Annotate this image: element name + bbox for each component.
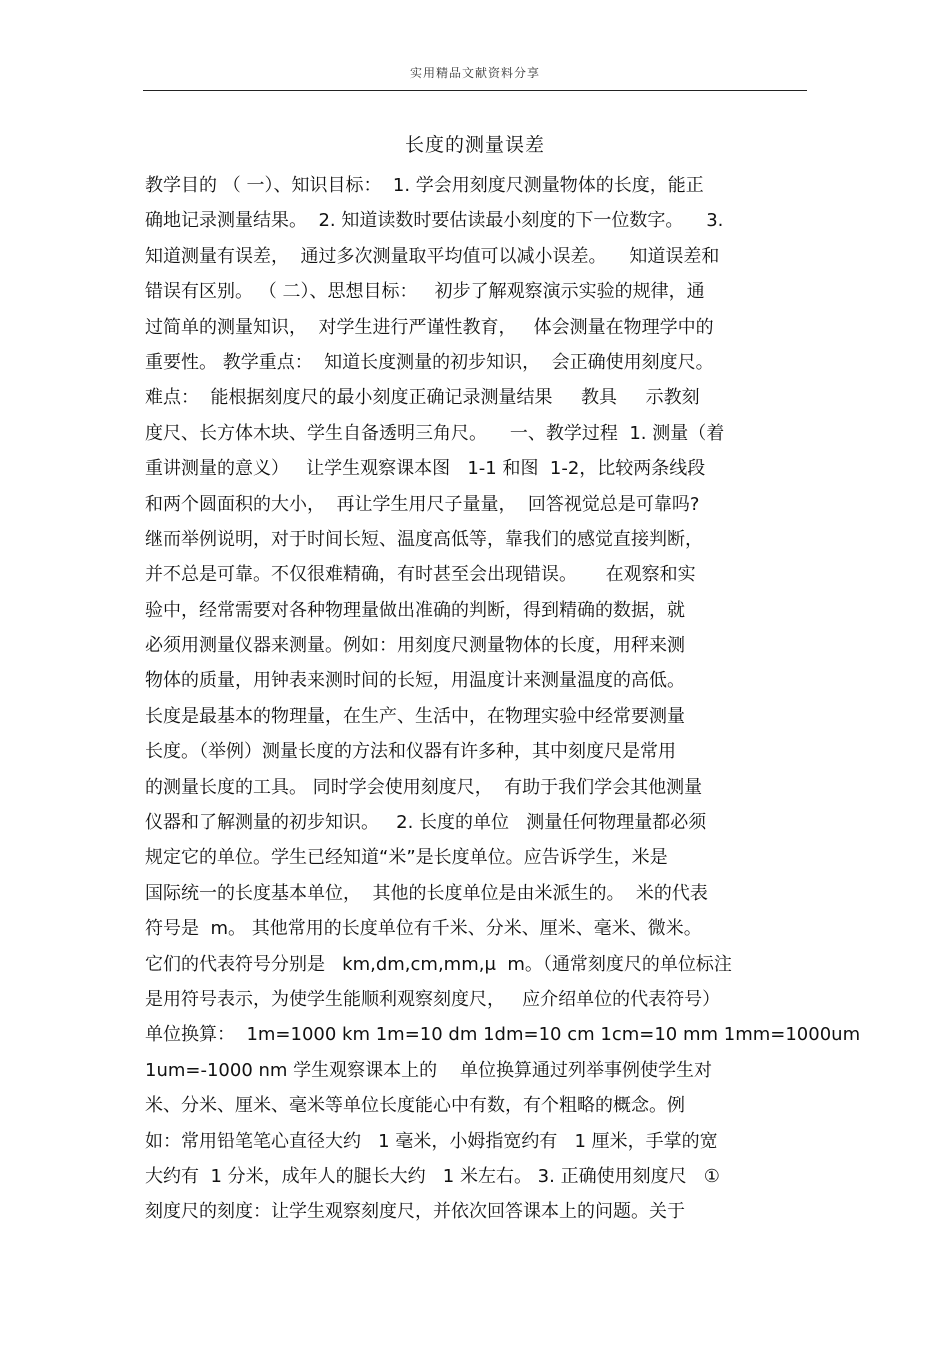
body-line: 1um=-1000 nm 学生观察课本上的 单位换算通过列举事例使学生对 <box>145 1059 713 1081</box>
body-line: 继而举例说明，对于时间长短、温度高低等，靠我们的感觉直接判断， <box>145 528 703 550</box>
body-line: 验中，经常需要对各种物理量做出准确的判断，得到精确的数据，就 <box>145 599 685 621</box>
body-line: 它们的代表符号分别是 km,dm,cm,mm,μ m。（通常刻度尺的单位标注 <box>145 953 732 975</box>
body-line: 重讲测量的意义） 让学生观察课本图 1-1 和图 1-2，比较两条线段 <box>145 458 706 480</box>
body-line: 规定它的单位。学生已经知道“米”是长度单位。应告诉学生，米是 <box>145 847 668 869</box>
document-title: 长度的测量误差 <box>404 134 545 156</box>
body-line: 并不总是可靠。不仅很难精确，有时甚至会出现错误。 在观察和实 <box>145 564 696 586</box>
body-line: 长度是最基本的物理量，在生产、生活中，在物理实验中经常要测量 <box>145 705 685 727</box>
document-body <box>145 172 865 1234</box>
body-line: 刻度尺的刻度：让学生观察刻度尺，并依次回答课本上的问题。关于 <box>145 1201 685 1223</box>
header-divider <box>143 90 807 91</box>
body-line: 难点： 能根据刻度尺的最小刻度正确记录测量结果 教具 示教刻 <box>145 387 700 409</box>
body-line: 物体的质量，用钟表来测时间的长短，用温度计来测量温度的高低。 <box>145 670 685 692</box>
header-text: 实用精品文献资料分享 <box>409 66 540 80</box>
body-line: 错误有区别。 （ 二）、思想目标： 初步了解观察演示实验的规律，通 <box>145 281 705 303</box>
body-line: 知道测量有误差， 通过多次测量取平均值可以减小误差。 知道误差和 <box>145 245 720 267</box>
body-line: 是用符号表示，为使学生能顺利观察刻度尺， 应介绍单位的代表符号） <box>145 988 721 1010</box>
body-line: 单位换算： 1m=1000 km 1m=10 dm 1dm=10 cm 1cm=10 mm 1mm=1000um <box>145 1024 861 1046</box>
body-line: 教学目的 （ 一）、知识目标： 1. 学会用刻度尺测量物体的长度，能正 <box>145 175 704 196</box>
body-line: 重要性。 教学重点： 知道长度测量的初步知识， 会正确使用刻度尺。 <box>145 351 714 373</box>
body-line: 符号是 m。 其他常用的长度单位有千米、分米、厘米、毫米、微米。 <box>145 918 702 940</box>
body-line: 国际统一的长度基本单位， 其他的长度单位是由米派生的。 米的代表 <box>145 882 708 904</box>
body-line: 度尺、长方体木块、学生自备透明三角尺。 一、教学过程 1. 测量（着 <box>145 422 725 444</box>
body-line: 大约有 1 分米，成年人的腿长大约 1 米左右。 3. 正确使用刻度尺 ① <box>145 1165 720 1187</box>
body-line: 确地记录测量结果。 2. 知道读数时要估读最小刻度的下一位数字。 3. <box>145 210 724 232</box>
body-line: 长度。（举例）测量长度的方法和仪器有许多种，其中刻度尺是常用 <box>145 741 676 763</box>
body-line: 仪器和了解测量的初步知识。 2. 长度的单位 测量任何物理量都必须 <box>145 812 707 834</box>
body-line: 米、分米、厘米、毫米等单位长度能心中有数，有个粗略的概念。例 <box>145 1095 685 1117</box>
body-line: 如：常用铅笔笔心直径大约 1 毫米，小姆指宽约有 1 厘米，手掌的宽 <box>145 1130 718 1152</box>
body-line: 和两个圆面积的大小， 再让学生用尺子量量， 回答视觉总是可靠吗? <box>145 493 700 515</box>
body-line: 必须用测量仪器来测量。例如：用刻度尺测量物体的长度，用秤来测 <box>145 635 685 657</box>
body-line: 过简单的测量知识， 对学生进行严谨性教育， 体会测量在物理学中的 <box>145 316 714 338</box>
body-line: 的测量长度的工具。 同时学会使用刻度尺， 有助于我们学会其他测量 <box>145 776 703 798</box>
